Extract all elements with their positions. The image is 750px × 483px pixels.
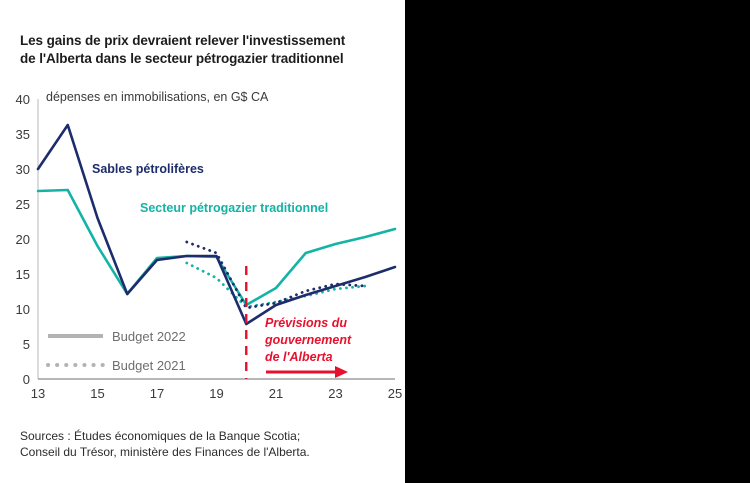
x-axis-ticks	[31, 386, 402, 401]
plot-area	[0, 88, 405, 418]
forecast-line3: de l'Alberta	[265, 350, 333, 364]
x-tick-15: 15	[90, 386, 105, 401]
x-tick-21: 21	[268, 386, 284, 401]
forecast-line1: Prévisions du	[265, 316, 347, 330]
y-tick-20: 20	[15, 232, 30, 247]
y-tick-35: 35	[15, 127, 30, 142]
y-axis-ticks	[16, 92, 30, 387]
chart-title-line1: Les gains de prix devraient relever l'investissement	[20, 33, 346, 48]
chart-legend	[48, 329, 186, 373]
series-oilsands-2022	[38, 125, 395, 324]
forecast-line2: gouvernement	[265, 333, 352, 347]
legend-label-budget-2021: Budget 2021	[112, 358, 186, 373]
y-tick-10: 10	[15, 302, 30, 317]
x-tick-25: 25	[387, 386, 403, 401]
x-tick-13: 13	[30, 386, 46, 401]
y-tick-25: 25	[15, 197, 30, 212]
legend-label-budget-2022: Budget 2022	[112, 329, 186, 344]
y-tick-5: 5	[22, 337, 30, 352]
x-tick-23: 23	[328, 386, 343, 401]
forecast-arrow-head	[335, 366, 348, 378]
x-tick-19: 19	[209, 386, 224, 401]
y-tick-0: 0	[22, 372, 30, 387]
chart-title-line2: de l'Alberta dans le secteur pétrogazier traditionnel	[20, 51, 344, 67]
y-tick-15: 15	[15, 267, 30, 282]
label-oilsands: Sables pétrolifères	[92, 162, 204, 176]
forecast-annotation	[264, 316, 352, 378]
x-tick-17: 17	[149, 386, 165, 401]
chart-subtitle: dépenses en immobilisations, en G$ CA	[46, 90, 269, 104]
y-tick-30: 30	[15, 162, 30, 177]
sources-line1: Sources : Études économiques de la Banque Scotia;	[20, 429, 301, 443]
chart-title	[20, 32, 395, 68]
chart-svg	[0, 88, 405, 418]
y-tick-40: 40	[15, 92, 30, 107]
series-oilsands-2021	[187, 242, 366, 308]
sources-line2: Conseil du Trésor, ministère des Finances de l'Alberta.	[20, 445, 310, 460]
label-conventional: Secteur pétrogazier traditionnel	[140, 201, 329, 215]
chart-sources	[20, 428, 400, 460]
